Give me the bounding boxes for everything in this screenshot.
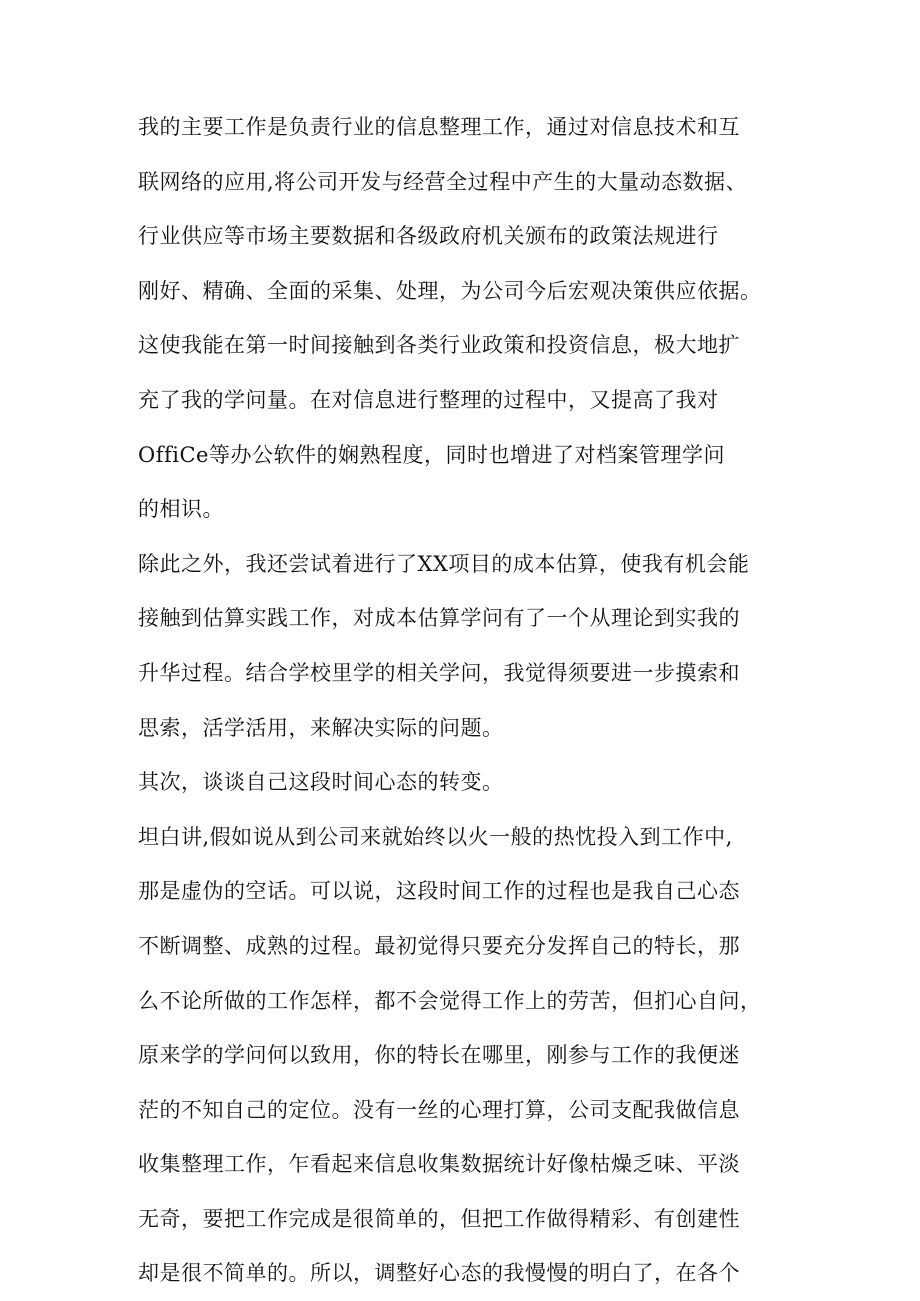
- paragraph-4-line-1: 坦白讲,假如说从到公司来就始终以火一般的热忱投入到工作中,: [138, 824, 733, 849]
- paragraph-1-line-1: 我的主要工作是负责行业的信息整理工作，通过对信息技术和互: [138, 115, 740, 139]
- paragraph-1-line-4: 刚好、精确、全面的采集、处理，为公司今后宏观决策供应依据。: [138, 278, 762, 303]
- paragraph-1-line-7: OffiCe等办公软件的娴熟程度，同时也增进了对档案管理学问: [138, 442, 725, 467]
- paragraph-4-line-3: 不断调整、成熟的过程。最初觉得只要充分发挥自己的特长，那: [138, 933, 740, 958]
- paragraph-4-line-8: 无奇，要把工作完成是很简单的，但把工作做得精彩、有创建性: [138, 1206, 740, 1231]
- paragraph-2-line-2: 接触到估算实践工作，对成本估算学问有了一个从理论到实我的: [138, 606, 740, 631]
- document-body: [138, 100, 798, 1301]
- paragraph-1-line-6: 充了我的学问量。在对信息进行整理的过程中，又提高了我对: [138, 387, 719, 412]
- paragraph-1-line-2: 联网络的应用,将公司开发与经营全过程中产生的大量动态数据、: [138, 169, 748, 194]
- paragraph-2-line-3: 升华过程。结合学校里学的相关学问，我觉得须要进一步摸索和: [138, 660, 740, 685]
- paragraph-2-line-4: 思索，活学活用，来解决实际的问题。: [138, 715, 504, 740]
- paragraph-1-line-8: 的相识。: [138, 497, 224, 522]
- paragraph-3-line-1: 其次，谈谈自己这段时间心态的转变。: [138, 770, 504, 795]
- paragraph-4-line-2: 那是虚伪的空话。可以说，这段时间工作的过程也是我自己心态: [138, 879, 740, 904]
- paragraph-4-line-9: 却是很不简单的。所以，调整好心态的我慢慢的明白了，在各个: [138, 1261, 740, 1286]
- paragraph-1-line-5: 这使我能在第一时间接触到各类行业政策和投资信息，极大地扩: [138, 333, 740, 358]
- paragraph-4-line-5: 原来学的学问何以致用，你的特长在哪里，刚参与工作的我便迷: [138, 1043, 740, 1068]
- paragraph-4-line-6: 茫的不知自己的定位。没有一丝的心理打算，公司支配我做信息: [138, 1097, 740, 1122]
- paragraph-4-line-7: 收集整理工作，乍看起来信息收集数据统计好像枯燥乏味、平淡: [138, 1152, 740, 1177]
- paragraph-1-line-3: 行业供应等市场主要数据和各级政府机关颁布的政策法规进行: [138, 224, 719, 249]
- paragraph-4-line-4: 么不论所做的工作怎样，都不会觉得工作上的劳苦，但扪心自问，: [138, 988, 762, 1013]
- paragraph-2-line-1: 除此之外，我还尝试着进行了XX项目的成本估算，使我有机会能: [138, 551, 750, 576]
